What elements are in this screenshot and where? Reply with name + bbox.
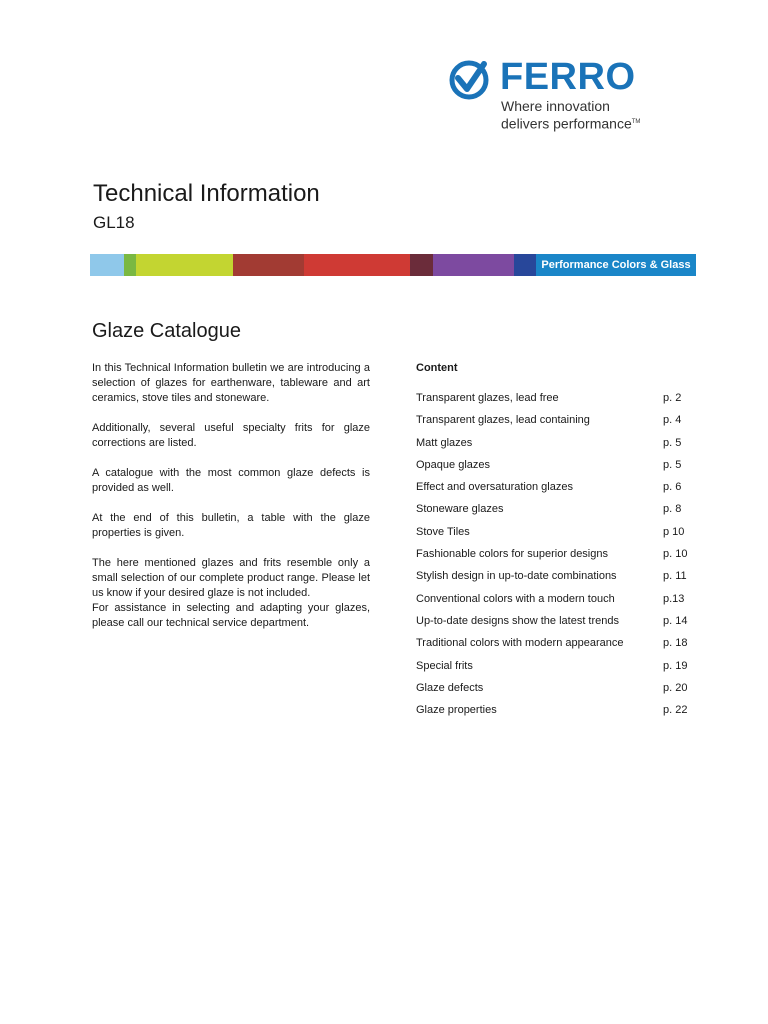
toc-item-title: Traditional colors with modern appearance xyxy=(416,637,624,650)
toc-item xyxy=(416,436,696,458)
intro-paragraph: A catalogue with the most common glaze defects is provided as well. xyxy=(92,467,370,494)
document-code: GL18 xyxy=(93,213,135,232)
intro-paragraph: At the end of this bulletin, a table with the glaze properties is given. xyxy=(92,512,370,539)
intro-paragraph: In this Technical Information bulletin we are introducing a selection of glazes for earthenware, tableware and art ceramics, stove tiles and stoneware. xyxy=(92,362,370,404)
ferro-logo xyxy=(448,56,668,136)
toc-item-title: Effect and oversaturation glazes xyxy=(416,481,573,494)
intro-text xyxy=(92,361,370,646)
toc-item-page: p 10 xyxy=(663,525,685,538)
toc-item-page: p. 22 xyxy=(663,704,688,717)
section-title: Glaze Catalogue xyxy=(92,320,241,342)
color-band-segment xyxy=(410,254,433,276)
toc-item-title: Matt glazes xyxy=(416,436,473,449)
toc-item-title: Fashionable colors for superior designs xyxy=(416,548,608,561)
toc-item xyxy=(416,614,696,636)
color-band-segment xyxy=(304,254,410,276)
toc-item xyxy=(416,636,696,658)
toc-item-title: Glaze defects xyxy=(416,681,484,694)
toc-item-title: Up-to-date designs show the latest trends xyxy=(416,614,620,627)
table-of-contents xyxy=(416,361,696,725)
toc-item xyxy=(416,458,696,480)
toc-item-title: Transparent glazes, lead containing xyxy=(416,414,590,427)
toc-item-page: p. 2 xyxy=(663,392,682,404)
color-band-segment xyxy=(90,254,124,276)
intro-paragraph: The here mentioned glazes and frits resemble only a small selection of our complete product range. Please let us know if your desired glaze is not included. xyxy=(92,557,370,599)
toc-item-title: Stove Tiles xyxy=(416,525,470,538)
toc-heading: Content xyxy=(416,362,458,374)
logo-wordmark: FERRO xyxy=(500,56,636,98)
tagline-line-1: Where innovation xyxy=(501,98,610,114)
toc-item xyxy=(416,569,696,591)
toc-item-page: p. 6 xyxy=(663,481,682,494)
toc-item-page: p. 8 xyxy=(663,503,682,516)
logo-tagline xyxy=(501,98,640,132)
toc-item xyxy=(416,502,696,524)
color-band-segment xyxy=(136,254,233,276)
toc-item-title: Stoneware glazes xyxy=(416,503,504,516)
trademark-mark: TM xyxy=(631,119,641,125)
toc-item-page: p. 14 xyxy=(663,614,688,627)
toc-item xyxy=(416,659,696,681)
tagline-line-2-text: delivers performance xyxy=(501,115,632,132)
toc-list xyxy=(416,391,696,725)
toc-item-page: p.13 xyxy=(663,592,685,605)
toc-item xyxy=(416,413,696,435)
color-band-segment xyxy=(233,254,304,276)
toc-item-page: p. 18 xyxy=(663,637,688,650)
color-band-segment xyxy=(124,254,136,276)
toc-item-page: p. 10 xyxy=(663,548,688,561)
color-band-segment xyxy=(514,254,536,276)
document-title: Technical Information xyxy=(93,180,320,207)
toc-item-page: p. 19 xyxy=(663,659,688,672)
intro-paragraph: Additionally, several useful specialty frits for glaze corrections are listed. xyxy=(92,422,370,449)
intro-paragraph: For assistance in selecting and adapting your glazes, please call our technical service department. xyxy=(92,602,370,629)
toc-item-page: p. 5 xyxy=(663,436,682,449)
toc-item-page: p. 5 xyxy=(663,458,682,471)
toc-item-title: Stylish design in up-to-date combinations xyxy=(416,570,617,583)
toc-item xyxy=(416,525,696,547)
toc-item-title: Conventional colors with a modern touch xyxy=(416,592,615,605)
toc-item-page: p. 4 xyxy=(663,414,682,427)
toc-item xyxy=(416,681,696,703)
toc-item xyxy=(416,703,696,725)
tagline-line-2 xyxy=(501,114,640,132)
toc-item xyxy=(416,391,696,413)
toc-item xyxy=(416,592,696,614)
color-band xyxy=(90,254,696,276)
toc-item-title: Transparent glazes, lead free xyxy=(416,392,559,404)
toc-item-page: p. 11 xyxy=(663,570,687,583)
toc-item-page: p. 20 xyxy=(663,681,688,694)
ferro-check-emblem-icon xyxy=(448,59,492,103)
toc-item-title: Opaque glazes xyxy=(416,458,490,471)
toc-item-title: Glaze properties xyxy=(416,704,497,717)
toc-item xyxy=(416,480,696,502)
toc-item-title: Special frits xyxy=(416,659,473,672)
toc-item xyxy=(416,547,696,569)
color-band-segment xyxy=(433,254,514,276)
color-band-label: Performance Colors & Glass xyxy=(536,254,696,276)
